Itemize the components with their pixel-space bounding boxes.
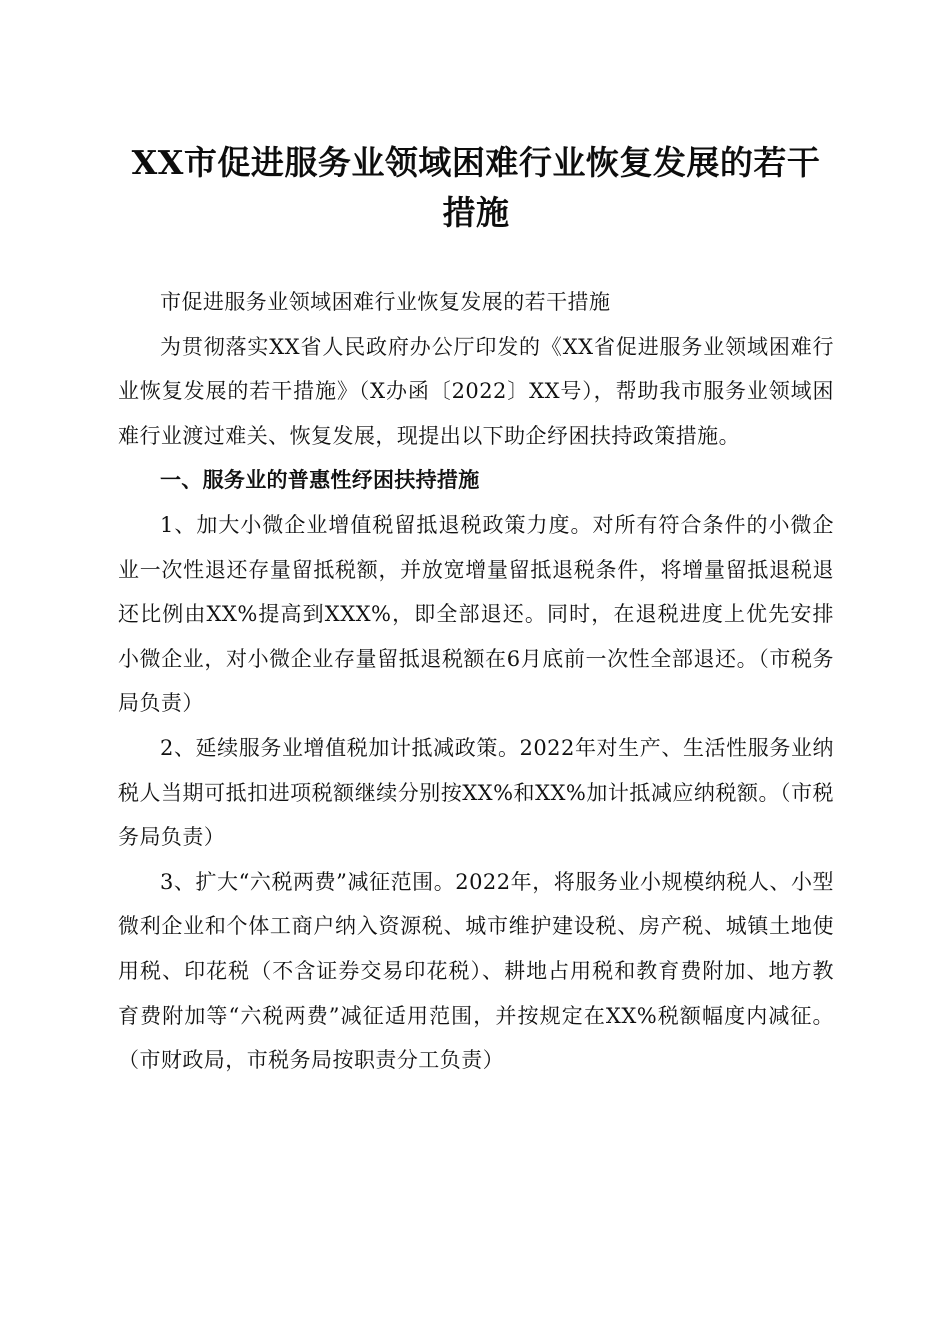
paragraph-subtitle: 市促进服务业领域困难行业恢复发展的若干措施 [160, 290, 611, 314]
section-heading: 一、服务业的普惠性纾困扶持措施 [160, 468, 480, 493]
document-title: XX市促进服务业领域困难行业恢复发展的若干措施 [131, 143, 821, 232]
paragraph-measure-3: 3、扩大“六税两费”减征范围。2022年，将服务业小规模纳税人、小型微利企业和个体工商户纳入资源税、城市维护建设税、房产税、城镇土地使用税、印花税（不含证券交易印花税）、耕地占用税和教育费附加、地方教育费附加等“六税两费”减征适用范围，并按规定在XX%税额幅度内减征。（市财政局，市税务局按职责分工负责） [118, 869, 834, 1073]
paragraph-intro: 为贯彻落实XX省人民政府办公厅印发的《XX省促进服务业领域困难行业恢复发展的若干措施》（X办函〔2022〕XX号），帮助我市服务业领域困难行业渡过难关、恢复发展，现提出以下助企纾困扶持政策措施。 [118, 334, 834, 448]
paragraph-measure-1: 1、加大小微企业增值税留抵退税政策力度。对所有符合条件的小微企业一次性退还存量留抵税额，并放宽增量留抵退税条件，将增量留抵退税退还比例由XX%提高到XXX%，即全部退还。同时，在退税进度上优先安排小微企业，对小微企业存量留抵退税额在6月底前一次性全部退还。（市税务局负责） [118, 512, 834, 716]
document-page [118, 138, 834, 1083]
paragraph-measure-2: 2、延续服务业增值税加计抵减政策。2022年对生产、生活性服务业纳税人当期可抵扣进项税额继续分别按XX%和XX%加计抵减应纳税额。（市税务局负责） [118, 735, 834, 850]
document-body [118, 280, 834, 1083]
